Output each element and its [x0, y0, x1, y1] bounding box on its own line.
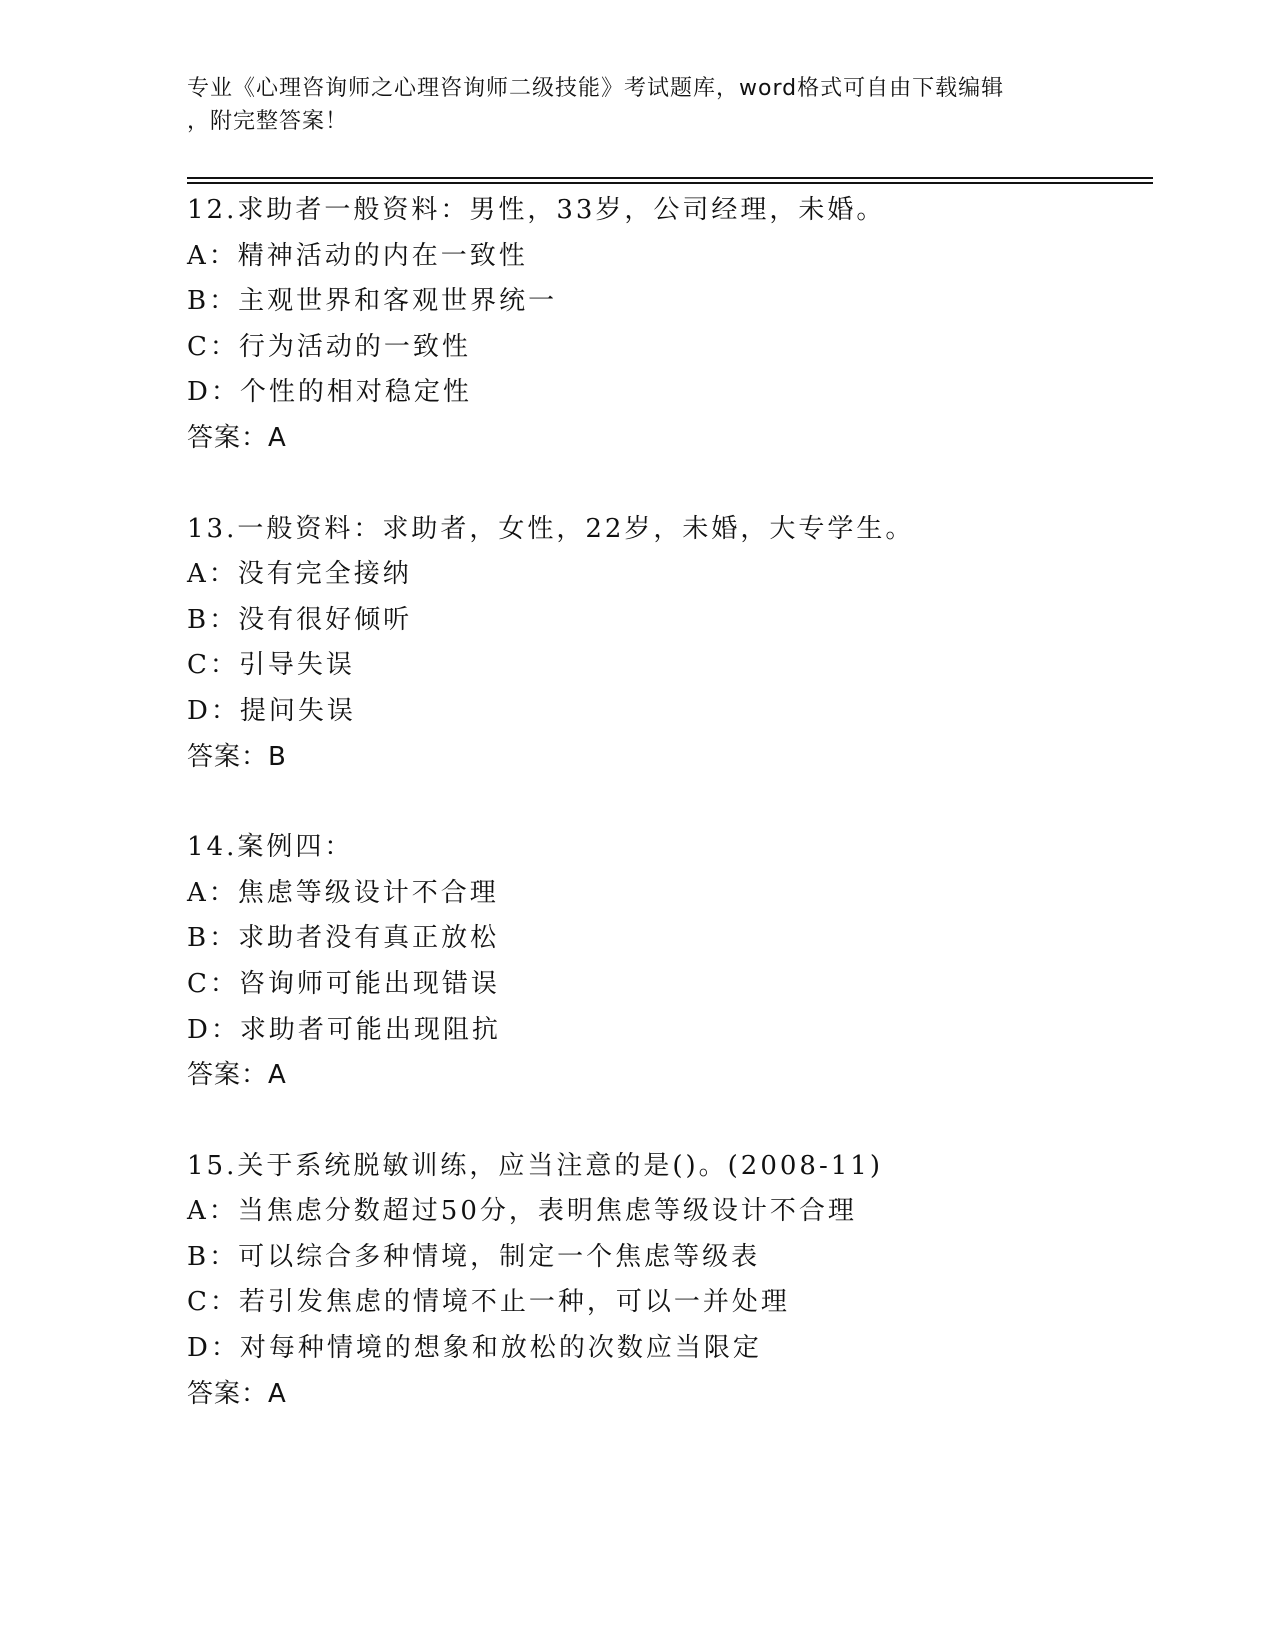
- question-12: [187, 188, 1147, 462]
- option-d: D：提问失误: [187, 695, 356, 726]
- document-header: [187, 72, 1067, 138]
- answer-label: 答案：A: [187, 1378, 287, 1409]
- option-a: A：没有完全接纳: [187, 559, 412, 590]
- option-d: D：对每种情境的想象和放松的次数应当限定: [187, 1333, 762, 1364]
- question-stem: 12.求助者一般资料：男性，33岁，公司经理，未婚。: [187, 195, 886, 225]
- question-14: [187, 825, 1147, 1099]
- question-stem: 13.一般资料：求助者，女性，22岁，未婚，大专学生。: [187, 513, 915, 544]
- header-line-1: 专业《心理咨询师之心理咨询师二级技能》考试题库，word格式可自由下载编辑: [187, 76, 1005, 101]
- option-c: C：若引发焦虑的情境不止一种，可以一并处理: [187, 1287, 790, 1318]
- option-c: C：咨询师可能出现错误: [187, 968, 500, 999]
- option-b: B：没有很好倾听: [187, 604, 413, 635]
- question-stem: 15.关于系统脱敏训练，应当注意的是()。(2008-11): [187, 1150, 883, 1181]
- option-b: B：主观世界和客观世界统一: [187, 286, 558, 317]
- answer-label: 答案：A: [187, 1060, 287, 1091]
- option-a: A：焦虑等级设计不合理: [187, 877, 499, 908]
- option-c: C：引导失误: [187, 650, 355, 681]
- answer-label: 答案：B: [187, 741, 287, 772]
- header-divider-top: [187, 177, 1153, 179]
- option-a: A：当焦虑分数超过50分，表明焦虑等级设计不合理: [187, 1196, 857, 1227]
- question-list: [187, 188, 1147, 1462]
- option-d: D：个性的相对稳定性: [187, 377, 472, 408]
- question-stem: 14.案例四：: [187, 832, 354, 863]
- option-b: B：求助者没有真正放松: [187, 923, 500, 954]
- question-15: [187, 1144, 1147, 1418]
- option-b: B：可以综合多种情境，制定一个焦虑等级表: [187, 1241, 761, 1272]
- option-a: A：精神活动的内在一致性: [187, 240, 528, 271]
- header-line-2: ，附完整答案！: [187, 109, 349, 134]
- option-c: C：行为活动的一致性: [187, 331, 471, 362]
- header-divider-bottom: [187, 182, 1153, 184]
- option-d: D：求助者可能出现阻抗: [187, 1014, 501, 1045]
- question-13: [187, 507, 1147, 781]
- answer-label: 答案：A: [187, 422, 287, 453]
